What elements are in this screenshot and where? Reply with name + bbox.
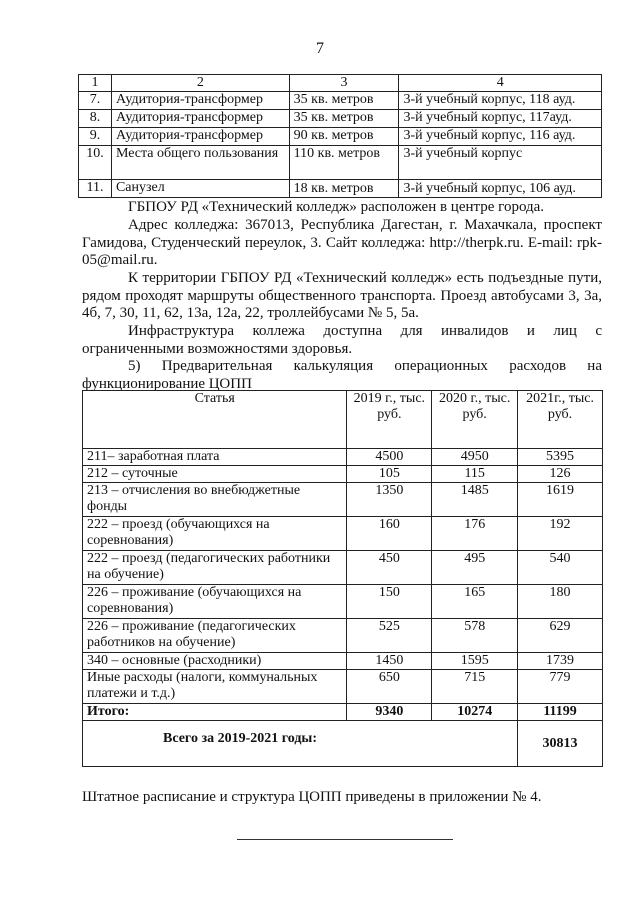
grand-total-label: Всего за 2019-2021 годы: xyxy=(83,721,518,767)
divider-line xyxy=(237,839,453,840)
value-2020: 578 xyxy=(432,619,518,653)
value-2019: 105 xyxy=(347,466,432,483)
value-2019: 1350 xyxy=(347,483,432,517)
footer-note: Штатное расписание и структура ЦОПП приведены в приложении № 4. xyxy=(82,789,542,805)
room-name: Места общего пользования xyxy=(111,146,289,180)
value-2019: 525 xyxy=(347,619,432,653)
room-location: 3-й учебный корпус xyxy=(399,146,602,180)
paragraph-address: Адрес колледжа: 367013, Республика Дагестан, г. Махачкала, проспект Гамидова, Студенческий переулок, 3. Сайт колледжа: http://therpk.ru. E-mail: rpk-05@mail.ru. xyxy=(82,217,602,268)
value-2021: 126 xyxy=(518,466,603,483)
value-2020: 715 xyxy=(432,670,518,704)
total-row xyxy=(83,704,603,721)
table-row xyxy=(83,517,603,551)
room-location: 3-й учебный корпус, 118 ауд. xyxy=(399,92,602,110)
value-2020: 1485 xyxy=(432,483,518,517)
room-location: 3-й учебный корпус, 116 ауд. xyxy=(399,128,602,146)
value-2019: 150 xyxy=(347,585,432,619)
value-2021: 1739 xyxy=(518,653,603,670)
expenses-table xyxy=(82,390,603,767)
table-row xyxy=(83,483,603,517)
expense-item: Иные расходы (налоги, коммунальных платежи и т.д.) xyxy=(83,670,347,704)
header-cell: 2 xyxy=(111,75,289,92)
table-row xyxy=(83,670,603,704)
header-item: Статья xyxy=(83,391,347,449)
room-area: 35 кв. метров xyxy=(289,92,399,110)
table-row xyxy=(83,619,603,653)
expense-item: 213 – отчисления во внебюджетные фонды xyxy=(83,483,347,517)
value-2020: 1595 xyxy=(432,653,518,670)
page-number: 7 xyxy=(316,40,324,57)
row-number: 9. xyxy=(79,128,112,146)
value-2019: 650 xyxy=(347,670,432,704)
value-2021: 5395 xyxy=(518,449,603,466)
value-2020: 115 xyxy=(432,466,518,483)
header-cell: 4 xyxy=(399,75,602,92)
total-label: Итого: xyxy=(83,704,347,721)
table-row xyxy=(79,110,602,128)
room-area: 35 кв. метров xyxy=(289,110,399,128)
value-2020: 4950 xyxy=(432,449,518,466)
table-row xyxy=(83,466,603,483)
table-row xyxy=(79,146,602,180)
header-2021: 2021г., тыс. руб. xyxy=(518,391,603,449)
value-2021: 540 xyxy=(518,551,603,585)
expense-item: 340 – основные (расходники) xyxy=(83,653,347,670)
paragraph-transport: К территории ГБПОУ РД «Технический колледж» есть подъездные пути, рядом проходят маршруты общественного транспорта. Проезд автобусами 3, 3а, 4б, 7, 30, 11, 62, 13а, 12а, 22, троллейбусами № 5, 5а. xyxy=(82,270,602,321)
room-name: Аудитория-трансформер xyxy=(111,92,289,110)
grand-total-value: 30813 xyxy=(518,721,603,767)
value-2021: 192 xyxy=(518,517,603,551)
row-number: 10. xyxy=(79,146,112,180)
header-2019: 2019 г., тыс. руб. xyxy=(347,391,432,449)
value-2019: 160 xyxy=(347,517,432,551)
value-2020: 165 xyxy=(432,585,518,619)
value-2019: 4500 xyxy=(347,449,432,466)
room-area: 90 кв. метров xyxy=(289,128,399,146)
row-number: 8. xyxy=(79,110,112,128)
value-2021: 180 xyxy=(518,585,603,619)
room-area: 110 кв. метров xyxy=(289,146,399,180)
value-2019: 450 xyxy=(347,551,432,585)
table-row xyxy=(79,128,602,146)
room-area: 18 кв. метров xyxy=(289,180,399,198)
premises-table xyxy=(78,74,602,198)
room-name: Аудитория-трансформер xyxy=(111,128,289,146)
total-2019: 9340 xyxy=(347,704,432,721)
room-name: Аудитория-трансформер xyxy=(111,110,289,128)
expense-item: 211– заработная плата xyxy=(83,449,347,466)
grand-total-row xyxy=(83,721,603,767)
value-2019: 1450 xyxy=(347,653,432,670)
expense-item: 226 – проживание (обучающихся на соревнования) xyxy=(83,585,347,619)
table-row xyxy=(83,551,603,585)
expense-item: 222 – проезд (обучающихся на соревнования) xyxy=(83,517,347,551)
table-row xyxy=(83,585,603,619)
value-2020: 176 xyxy=(432,517,518,551)
room-location: 3-й учебный корпус, 117ауд. xyxy=(399,110,602,128)
table-row xyxy=(83,449,603,466)
value-2021: 629 xyxy=(518,619,603,653)
table-row xyxy=(83,653,603,670)
value-2021: 1619 xyxy=(518,483,603,517)
total-2020: 10274 xyxy=(432,704,518,721)
header-cell: 3 xyxy=(289,75,399,92)
value-2020: 495 xyxy=(432,551,518,585)
paragraph-accessibility: Инфраструктура коллежа доступна для инвалидов и лиц с ограниченными возможностями здоровья. xyxy=(82,323,602,357)
paragraph-location: ГБПОУ РД «Технический колледж» расположен в центре города. xyxy=(128,199,545,215)
total-2021: 11199 xyxy=(518,704,603,721)
table-header-row xyxy=(83,391,603,449)
table-row xyxy=(79,92,602,110)
table-row xyxy=(79,180,602,198)
expense-item: 212 – суточные xyxy=(83,466,347,483)
value-2021: 779 xyxy=(518,670,603,704)
row-number: 11. xyxy=(79,180,112,198)
row-number: 7. xyxy=(79,92,112,110)
header-cell: 1 xyxy=(79,75,112,92)
paragraph-calculation-heading: 5) Предварительная калькуляция операционных расходов на функционирование ЦОПП xyxy=(82,358,602,392)
room-name: Санузел xyxy=(111,180,289,198)
expense-item: 222 – проезд (педагогических работники на обучение) xyxy=(83,551,347,585)
expense-item: 226 – проживание (педагогических работников на обучение) xyxy=(83,619,347,653)
header-2020: 2020 г., тыс. руб. xyxy=(432,391,518,449)
room-location: 3-й учебный корпус, 106 ауд. xyxy=(399,180,602,198)
table-header-row xyxy=(79,75,602,92)
